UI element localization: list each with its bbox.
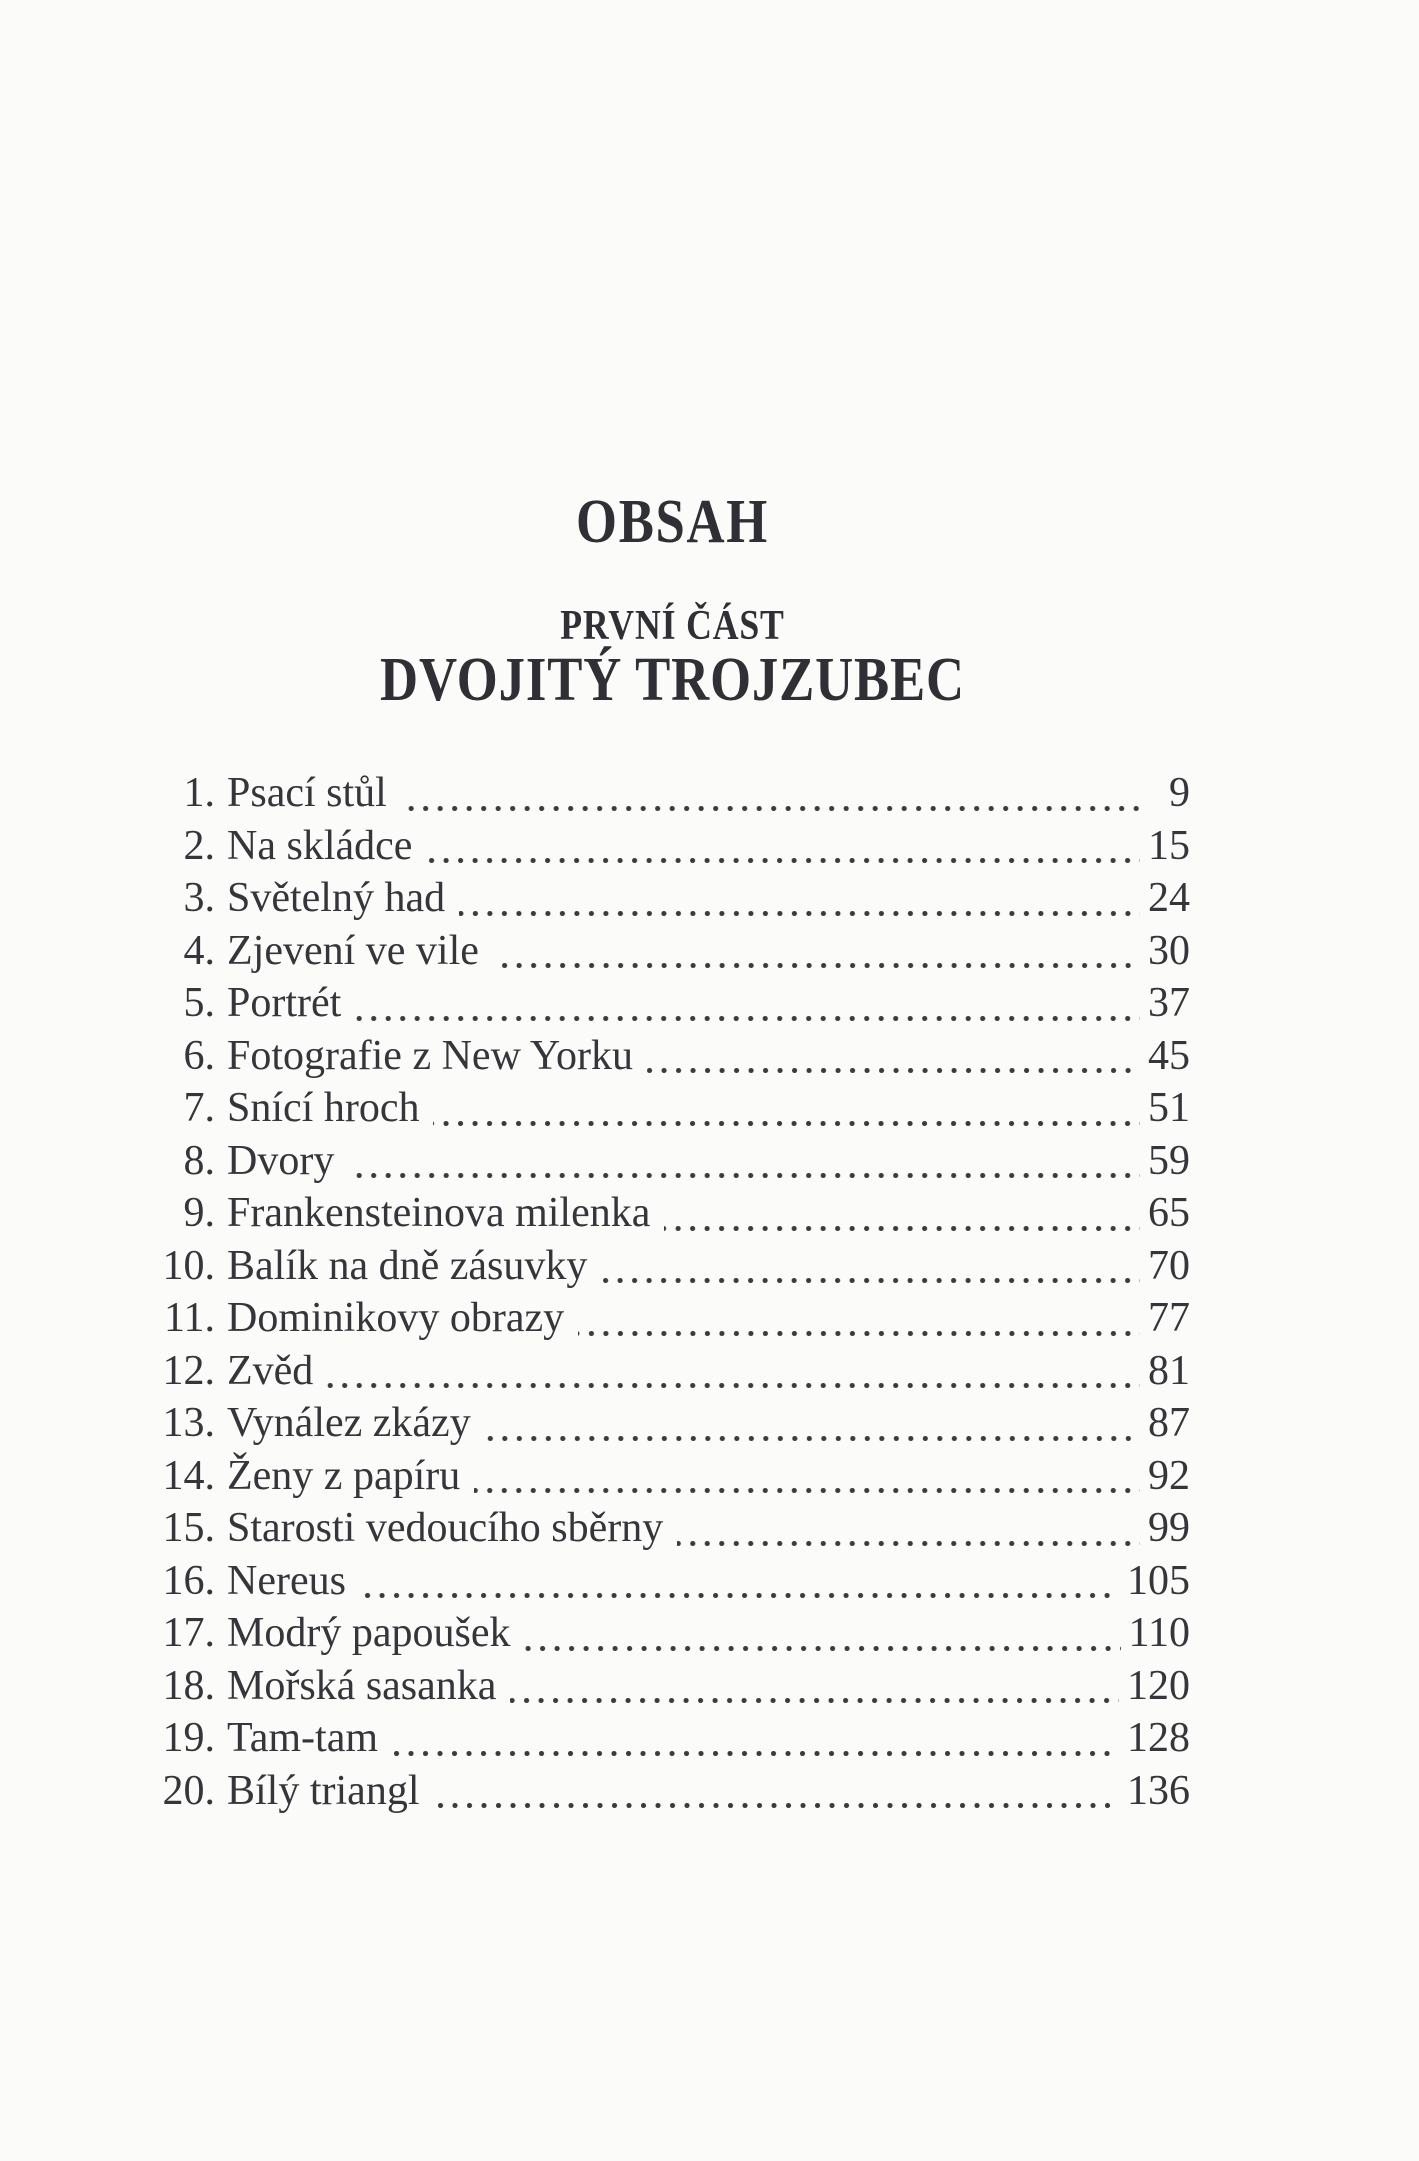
toc-entry-number: 14.	[162, 1452, 215, 1499]
toc-entry-number: 4.	[183, 927, 215, 974]
dot-leader-icon	[387, 767, 1156, 820]
toc-entry-page: 30	[1148, 927, 1190, 974]
toc-entry-title: Starosti vedoucího sběrny	[227, 1505, 664, 1551]
dot-leader-icon	[419, 1082, 1148, 1135]
toc-entry	[155, 1030, 1190, 1083]
toc-entry-title: Dominikovy obrazy	[227, 1295, 565, 1341]
toc-entry	[155, 1345, 1190, 1398]
toc-entry	[155, 925, 1190, 978]
dot-leader-icon	[479, 925, 1148, 978]
toc-entry	[155, 1240, 1190, 1293]
toc-entry-title: Dvory	[227, 1137, 335, 1184]
dot-leader-icon	[564, 1292, 1148, 1345]
toc-entry-title: Bílý triangl	[227, 1767, 420, 1814]
toc-entry-page: 136	[1127, 1767, 1190, 1814]
toc-entry-title: Světelný had	[227, 875, 446, 921]
toc-entry-number: 17.	[162, 1610, 215, 1656]
toc-entry-number: 10.	[162, 1242, 215, 1289]
toc-entry	[155, 1555, 1190, 1608]
dot-leader-icon	[334, 1135, 1148, 1188]
toc-entry	[155, 1712, 1190, 1765]
toc-entry-number: 13.	[162, 1400, 215, 1446]
table-of-contents	[155, 767, 1190, 1817]
toc-entry-number: 2.	[183, 822, 215, 869]
toc-entry-page: 77	[1148, 1295, 1190, 1341]
toc-entry-title: Zjevení ve vile	[227, 927, 479, 974]
toc-entry-number: 20.	[162, 1767, 215, 1814]
toc-entry-title: Na skládce	[227, 822, 413, 869]
toc-entry-title: Balík na dně zásuvky	[227, 1242, 588, 1289]
toc-entry-title: Psací stůl	[227, 770, 387, 816]
toc-content	[155, 0, 1190, 1817]
toc-entry-number: 12.	[162, 1347, 215, 1394]
toc-entry-page: 110	[1128, 1610, 1190, 1656]
toc-entry	[155, 977, 1190, 1030]
toc-entry	[155, 1607, 1190, 1660]
toc-entry-title: Mořská sasanka	[227, 1662, 497, 1709]
toc-entry	[155, 1660, 1190, 1713]
toc-entry-title: Portrét	[227, 980, 342, 1026]
toc-entry-page: 37	[1148, 980, 1190, 1026]
toc-entry-page: 92	[1148, 1452, 1190, 1499]
dot-leader-icon	[663, 1502, 1148, 1555]
toc-entry-page: 9	[1169, 770, 1190, 816]
dot-leader-icon	[650, 1187, 1148, 1240]
dot-leader-icon	[510, 1607, 1128, 1660]
toc-entry-number: 11.	[164, 1295, 215, 1341]
toc-entry-page: 24	[1148, 875, 1190, 921]
part-title: DVOJITÝ TROJZUBEC	[380, 646, 965, 714]
toc-entry-number: 6.	[183, 1032, 215, 1079]
toc-entry-page: 128	[1127, 1715, 1190, 1761]
toc-entry-page: 59	[1148, 1137, 1190, 1184]
toc-entry-title: Zvěd	[227, 1347, 314, 1394]
toc-entry	[155, 1397, 1190, 1450]
toc-entry-title: Frankensteinova milenka	[227, 1190, 651, 1236]
toc-entry	[155, 820, 1190, 873]
toc-entry-page: 105	[1127, 1557, 1190, 1604]
toc-entry-number: 16.	[162, 1557, 215, 1604]
toc-entry-page: 15	[1148, 822, 1190, 869]
toc-entry-number: 8.	[183, 1137, 215, 1184]
toc-entry-page: 51	[1148, 1085, 1190, 1131]
toc-entry	[155, 1135, 1190, 1188]
toc-entry	[155, 1502, 1190, 1555]
toc-entry-page: 45	[1148, 1032, 1190, 1079]
dot-leader-icon	[378, 1712, 1127, 1765]
toc-entry-title: Fotografie z New Yorku	[227, 1032, 633, 1079]
toc-entry	[155, 1187, 1190, 1240]
toc-entry-page: 120	[1127, 1662, 1190, 1709]
dot-leader-icon	[412, 820, 1148, 873]
dot-leader-icon	[471, 1397, 1148, 1450]
dot-leader-icon	[313, 1345, 1148, 1398]
toc-entry-title: Modrý papoušek	[227, 1610, 511, 1656]
dot-leader-icon	[633, 1030, 1148, 1083]
toc-entry-number: 3.	[183, 875, 215, 921]
dot-leader-icon	[420, 1765, 1128, 1818]
toc-entry-number: 1.	[183, 770, 215, 816]
dot-leader-icon	[587, 1240, 1148, 1293]
toc-entry	[155, 1765, 1190, 1818]
dot-leader-icon	[346, 1555, 1127, 1608]
toc-entry	[155, 1292, 1190, 1345]
toc-entry	[155, 767, 1190, 820]
toc-entry	[155, 1082, 1190, 1135]
toc-entry-number: 15.	[162, 1505, 215, 1551]
toc-entry-number: 18.	[162, 1662, 215, 1709]
toc-entry-title: Ženy z papíru	[227, 1452, 461, 1499]
page-title: OBSAH	[575, 488, 770, 556]
toc-entry-number: 7.	[183, 1085, 215, 1131]
toc-entry-page: 87	[1148, 1400, 1190, 1446]
toc-entry-number: 9.	[183, 1190, 215, 1236]
toc-entry	[155, 1450, 1190, 1503]
toc-entry	[155, 872, 1190, 925]
toc-entry-number: 19.	[162, 1715, 215, 1761]
toc-entry-title: Vynález zkázy	[227, 1400, 471, 1446]
toc-entry-page: 65	[1148, 1190, 1190, 1236]
dot-leader-icon	[445, 872, 1148, 925]
part-label: PRVNÍ ČÁST	[560, 603, 785, 649]
toc-entry-title: Nereus	[227, 1557, 346, 1604]
dot-leader-icon	[341, 977, 1148, 1030]
toc-entry-number: 5.	[183, 980, 215, 1026]
toc-entry-page: 99	[1148, 1505, 1190, 1551]
toc-entry-title: Snící hroch	[227, 1085, 420, 1131]
dot-leader-icon	[460, 1450, 1148, 1503]
toc-entry-page: 81	[1148, 1347, 1190, 1394]
toc-entry-page: 70	[1148, 1242, 1190, 1289]
dot-leader-icon	[496, 1660, 1127, 1713]
toc-entry-title: Tam-tam	[227, 1715, 378, 1761]
